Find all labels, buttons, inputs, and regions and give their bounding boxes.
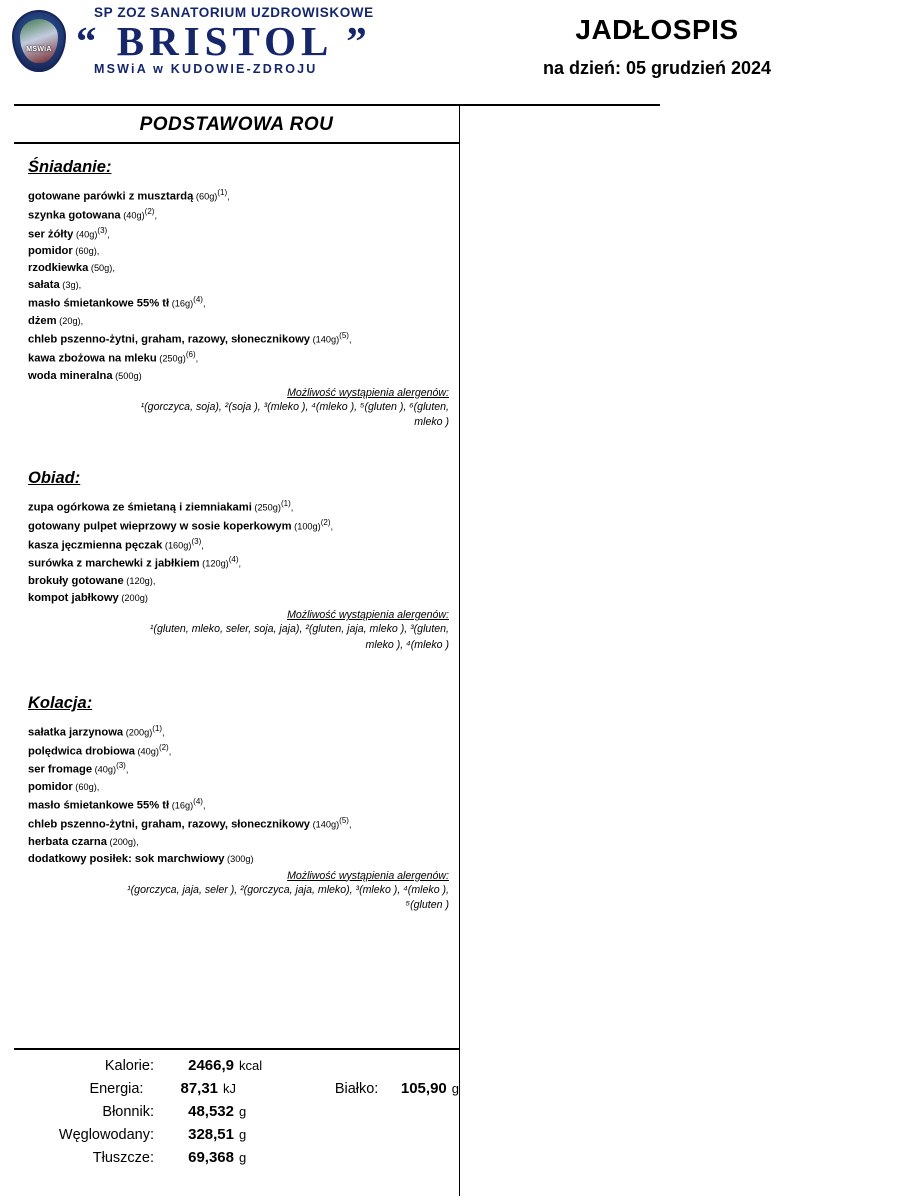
meal-item-separator: , bbox=[136, 836, 139, 847]
meal-item bbox=[28, 573, 459, 590]
meal-block bbox=[14, 158, 459, 429]
meal-item-separator: , bbox=[152, 576, 156, 587]
meal-spacer bbox=[14, 658, 459, 694]
summary-value: 69,368 bbox=[188, 1149, 234, 1166]
meal-item-separator: , bbox=[96, 782, 100, 793]
meal-item-weight: (60g) bbox=[72, 246, 97, 257]
meal-item-name: kawa zbożowa na mleku bbox=[28, 352, 157, 365]
meal-item-weight: (140g) bbox=[310, 819, 340, 830]
meal-item-allergen-ref: (3) bbox=[116, 761, 126, 771]
summary-label: Kalorie: bbox=[104, 1058, 154, 1074]
meal-item-allergen-ref: (4) bbox=[193, 797, 203, 807]
meal-item bbox=[28, 206, 459, 225]
meal-item-separator: , bbox=[202, 299, 206, 310]
meal-item-allergen-ref: (3) bbox=[191, 536, 202, 546]
meal-item-name: polędwica drobiowa bbox=[28, 745, 135, 758]
meal-item bbox=[28, 368, 459, 385]
meal-item-separator: , bbox=[238, 559, 242, 570]
meal-item-allergen-ref: (2) bbox=[158, 742, 169, 752]
summary-label: Energia: bbox=[89, 1081, 144, 1097]
meal-spacer bbox=[14, 435, 459, 469]
meal-item-allergen-ref: (4) bbox=[193, 295, 203, 305]
summary-value-secondary: 105,90 bbox=[400, 1080, 447, 1097]
allergen-heading: Możliwość wystąpienia alergenów: bbox=[287, 609, 449, 622]
meal-item-name: ser żółty bbox=[28, 228, 74, 241]
diet-column bbox=[14, 106, 459, 918]
meal-item-weight: (160g) bbox=[162, 540, 192, 551]
summary-unit: kJ bbox=[223, 1081, 237, 1096]
meal-item-name: pomidor bbox=[28, 245, 73, 258]
page-header bbox=[0, 0, 914, 92]
summary-row bbox=[14, 1104, 459, 1127]
meal-item-separator: , bbox=[154, 210, 157, 221]
meal-title: Kolacja: bbox=[28, 693, 93, 712]
meal-item-separator: , bbox=[80, 316, 84, 327]
meal-item-weight: (40g) bbox=[73, 229, 98, 240]
meal-item-name: masło śmietankowe 55% tł bbox=[28, 799, 170, 812]
meal-item-name: dżem bbox=[28, 315, 57, 328]
meal-item-weight: (250g) bbox=[251, 502, 281, 513]
nutrition-summary bbox=[14, 1048, 459, 1173]
meal-item bbox=[28, 834, 459, 851]
meal-item-name: woda mineralna bbox=[28, 369, 113, 382]
summary-label-secondary: Białko: bbox=[334, 1081, 379, 1097]
meal-item-name: pomidor bbox=[28, 781, 73, 794]
meal-item-separator: , bbox=[107, 229, 110, 240]
meal-item-separator: , bbox=[202, 800, 206, 811]
meal-item bbox=[28, 851, 459, 868]
diet-name: PODSTAWOWA ROU bbox=[139, 114, 334, 135]
summary-unit: g bbox=[239, 1127, 247, 1142]
meal-item-allergen-ref: (2) bbox=[320, 517, 331, 527]
meal-block bbox=[14, 469, 459, 652]
meal-item-separator: , bbox=[112, 263, 115, 274]
meal-item-weight: (16g) bbox=[169, 800, 194, 811]
meal-item-allergen-ref: (2) bbox=[144, 206, 155, 216]
meal-item-separator: , bbox=[348, 334, 352, 345]
meal-item-weight: (500g) bbox=[112, 370, 142, 381]
meal-item-list bbox=[28, 187, 459, 385]
meal-item-weight: (50g) bbox=[88, 263, 113, 274]
meal-item-name: sałata bbox=[28, 279, 60, 292]
summary-row bbox=[14, 1081, 459, 1104]
meal-item bbox=[28, 330, 459, 349]
meal-item-weight: (200g) bbox=[118, 593, 148, 604]
meal-item bbox=[28, 760, 459, 779]
mswia-emblem-icon bbox=[8, 6, 70, 76]
meal-item-separator: , bbox=[162, 727, 165, 738]
meal-item bbox=[28, 815, 459, 834]
meal-item-weight: (100g) bbox=[291, 521, 321, 532]
meal-item-allergen-ref: (1) bbox=[152, 723, 163, 733]
meal-item bbox=[28, 225, 459, 244]
meal-item-weight: (120g) bbox=[199, 559, 229, 570]
meal-item-allergen-ref: (1) bbox=[217, 188, 228, 197]
meal-item-list bbox=[28, 723, 459, 868]
meal-item bbox=[28, 517, 459, 536]
meal-item-separator: , bbox=[96, 246, 100, 257]
summary-value: 48,532 bbox=[188, 1103, 234, 1120]
meal-item-allergen-ref: (6) bbox=[185, 349, 196, 359]
meal-item-allergen-ref: (4) bbox=[228, 555, 239, 565]
meal-item-weight: (140g) bbox=[310, 334, 340, 345]
meal-item bbox=[28, 536, 459, 555]
meal-item bbox=[28, 260, 459, 277]
meal-item-name: masło śmietankowe 55% tł bbox=[28, 298, 170, 311]
meal-item-name: sałatka jarzynowa bbox=[28, 726, 124, 739]
allergen-line: ¹(gorczyca, jaja, seler ), ²(gorczyca, jaja, mleko), ³(mleko ), ⁴(mleko ), bbox=[127, 883, 449, 896]
title-block bbox=[400, 6, 914, 79]
meal-item bbox=[28, 277, 459, 294]
summary-row bbox=[14, 1127, 459, 1150]
meal-item-name: szynka gotowana bbox=[28, 209, 121, 222]
meal-item-separator: , bbox=[330, 521, 334, 532]
summary-unit: g bbox=[239, 1104, 247, 1119]
meal-item bbox=[28, 498, 459, 517]
meal-item-separator: , bbox=[78, 280, 82, 291]
summary-value: 87,31 bbox=[180, 1080, 219, 1097]
summary-rows bbox=[14, 1058, 459, 1173]
logo-line-location: MSWiA w KUDOWIE-ZDROJU bbox=[94, 62, 318, 77]
summary-label: Węglowodany: bbox=[58, 1127, 154, 1143]
meal-item-weight: (40g) bbox=[134, 746, 159, 757]
meal-item-name: kasza jęczmienna pęczak bbox=[28, 539, 163, 552]
meal-item-list bbox=[28, 498, 459, 607]
summary-value: 328,51 bbox=[188, 1126, 234, 1143]
institution-logo bbox=[0, 6, 400, 76]
emblem-label: MSWiA bbox=[26, 46, 52, 53]
meal-item-allergen-ref: (1) bbox=[280, 499, 291, 509]
summary-row bbox=[14, 1058, 459, 1081]
meal-item bbox=[28, 796, 459, 815]
allergen-line: mleko ), ⁴(mleko ) bbox=[365, 638, 449, 651]
column-divider bbox=[459, 104, 460, 1196]
summary-label: Tłuszcze: bbox=[92, 1150, 154, 1166]
page-title: JADŁOSPIS bbox=[575, 14, 739, 45]
meal-item bbox=[28, 349, 459, 368]
meal-item-weight: (40g) bbox=[120, 210, 145, 221]
meal-item-separator: , bbox=[201, 540, 204, 551]
allergen-heading: Możliwość wystąpienia alergenów: bbox=[287, 869, 449, 882]
summary-value: 2466,9 bbox=[188, 1057, 234, 1074]
meal-item-weight: (20g) bbox=[56, 316, 81, 327]
meal-item-weight: (60g) bbox=[193, 191, 218, 202]
summary-unit: g bbox=[239, 1150, 247, 1165]
meal-item-separator: , bbox=[168, 746, 172, 757]
summary-row bbox=[14, 1150, 459, 1173]
meal-item-name: surówka z marchewki z jabłkiem bbox=[28, 558, 200, 571]
meal-item-allergen-ref: (5) bbox=[339, 815, 349, 825]
meal-item-weight: (60g) bbox=[72, 782, 97, 793]
logo-text-block bbox=[70, 6, 374, 75]
meal-item bbox=[28, 779, 459, 796]
summary-divider bbox=[14, 1048, 459, 1050]
meal-item bbox=[28, 554, 459, 573]
logo-line-institution: SP ZOZ SANATORIUM UZDROWISKOWE bbox=[94, 5, 374, 21]
meals-container bbox=[14, 158, 459, 912]
allergen-heading: Możliwość wystąpienia alergenów: bbox=[287, 386, 449, 399]
meal-item-separator: , bbox=[125, 765, 129, 776]
meal-item-separator: , bbox=[227, 191, 230, 202]
meal-item-weight: (300g) bbox=[224, 853, 254, 864]
meal-item bbox=[28, 313, 459, 330]
meal-item-name: rzodkiewka bbox=[28, 262, 89, 275]
meal-item-name: gotowane parówki z musztardą bbox=[28, 190, 194, 203]
meal-item-weight: (40g) bbox=[92, 765, 117, 776]
meal-item-allergen-ref: (3) bbox=[97, 225, 108, 235]
meal-item-name: dodatkowy posiłek: sok marchwiowy bbox=[28, 852, 225, 865]
menu-date: na dzień: 05 grudzień 2024 bbox=[542, 58, 772, 78]
meal-item-weight: (250g) bbox=[156, 353, 186, 364]
meal-item-name: brokuły gotowane bbox=[28, 575, 124, 588]
meal-item-name: ser fromage bbox=[28, 764, 93, 777]
allergen-line: ⁵(gluten ) bbox=[405, 898, 449, 911]
meal-item-weight: (200g) bbox=[106, 836, 137, 847]
meal-item bbox=[28, 742, 459, 761]
meal-item-name: gotowany pulpet wieprzowy w sosie koperkowym bbox=[28, 520, 292, 533]
meal-item-separator: , bbox=[290, 502, 294, 513]
diet-name-divider bbox=[14, 142, 459, 144]
meal-item bbox=[28, 294, 459, 313]
meal-item-name: chleb pszenno-żytni, graham, razowy, słonecznikowy bbox=[28, 818, 311, 831]
allergen-line: ¹(gluten, mleko, seler, soja, jaja), ²(gluten, jaja, mleko ), ³(gluten, bbox=[149, 623, 449, 636]
meal-item-separator: , bbox=[195, 353, 199, 364]
meal-title: Śniadanie: bbox=[28, 158, 112, 176]
meal-item-name: chleb pszenno-żytni, graham, razowy, słonecznikowy bbox=[28, 333, 311, 346]
summary-unit-secondary: g bbox=[451, 1081, 459, 1096]
meal-item-name: herbata czarna bbox=[28, 835, 107, 848]
meal-item-weight: (3g) bbox=[59, 280, 79, 291]
meal-title: Obiad: bbox=[28, 469, 81, 488]
meal-item bbox=[28, 590, 459, 607]
allergen-line: mleko ) bbox=[414, 415, 449, 428]
meal-item bbox=[28, 243, 459, 260]
logo-line-brand: “ BRISTOL ” bbox=[76, 17, 372, 64]
meal-item-weight: (120g) bbox=[123, 576, 153, 587]
meal-item-weight: (200g) bbox=[123, 727, 153, 738]
summary-unit: kcal bbox=[239, 1058, 263, 1073]
meal-item-name: kompot jabłkowy bbox=[28, 592, 119, 605]
meal-item-name: zupa ogórkowa ze śmietaną i ziemniakami bbox=[28, 501, 252, 514]
meal-item-weight: (16g) bbox=[169, 299, 194, 310]
meal-block bbox=[14, 694, 459, 912]
allergen-line: ¹(gorczyca, soja), ²(soja ), ³(mleko ), ⁴(mleko ), ⁵(gluten ), ⁶(gluten, bbox=[140, 400, 449, 413]
meal-item bbox=[28, 187, 459, 206]
meal-item bbox=[28, 723, 459, 742]
summary-label: Błonnik: bbox=[102, 1104, 154, 1120]
meal-item-separator: , bbox=[348, 819, 352, 830]
meal-item-allergen-ref: (5) bbox=[339, 331, 349, 341]
